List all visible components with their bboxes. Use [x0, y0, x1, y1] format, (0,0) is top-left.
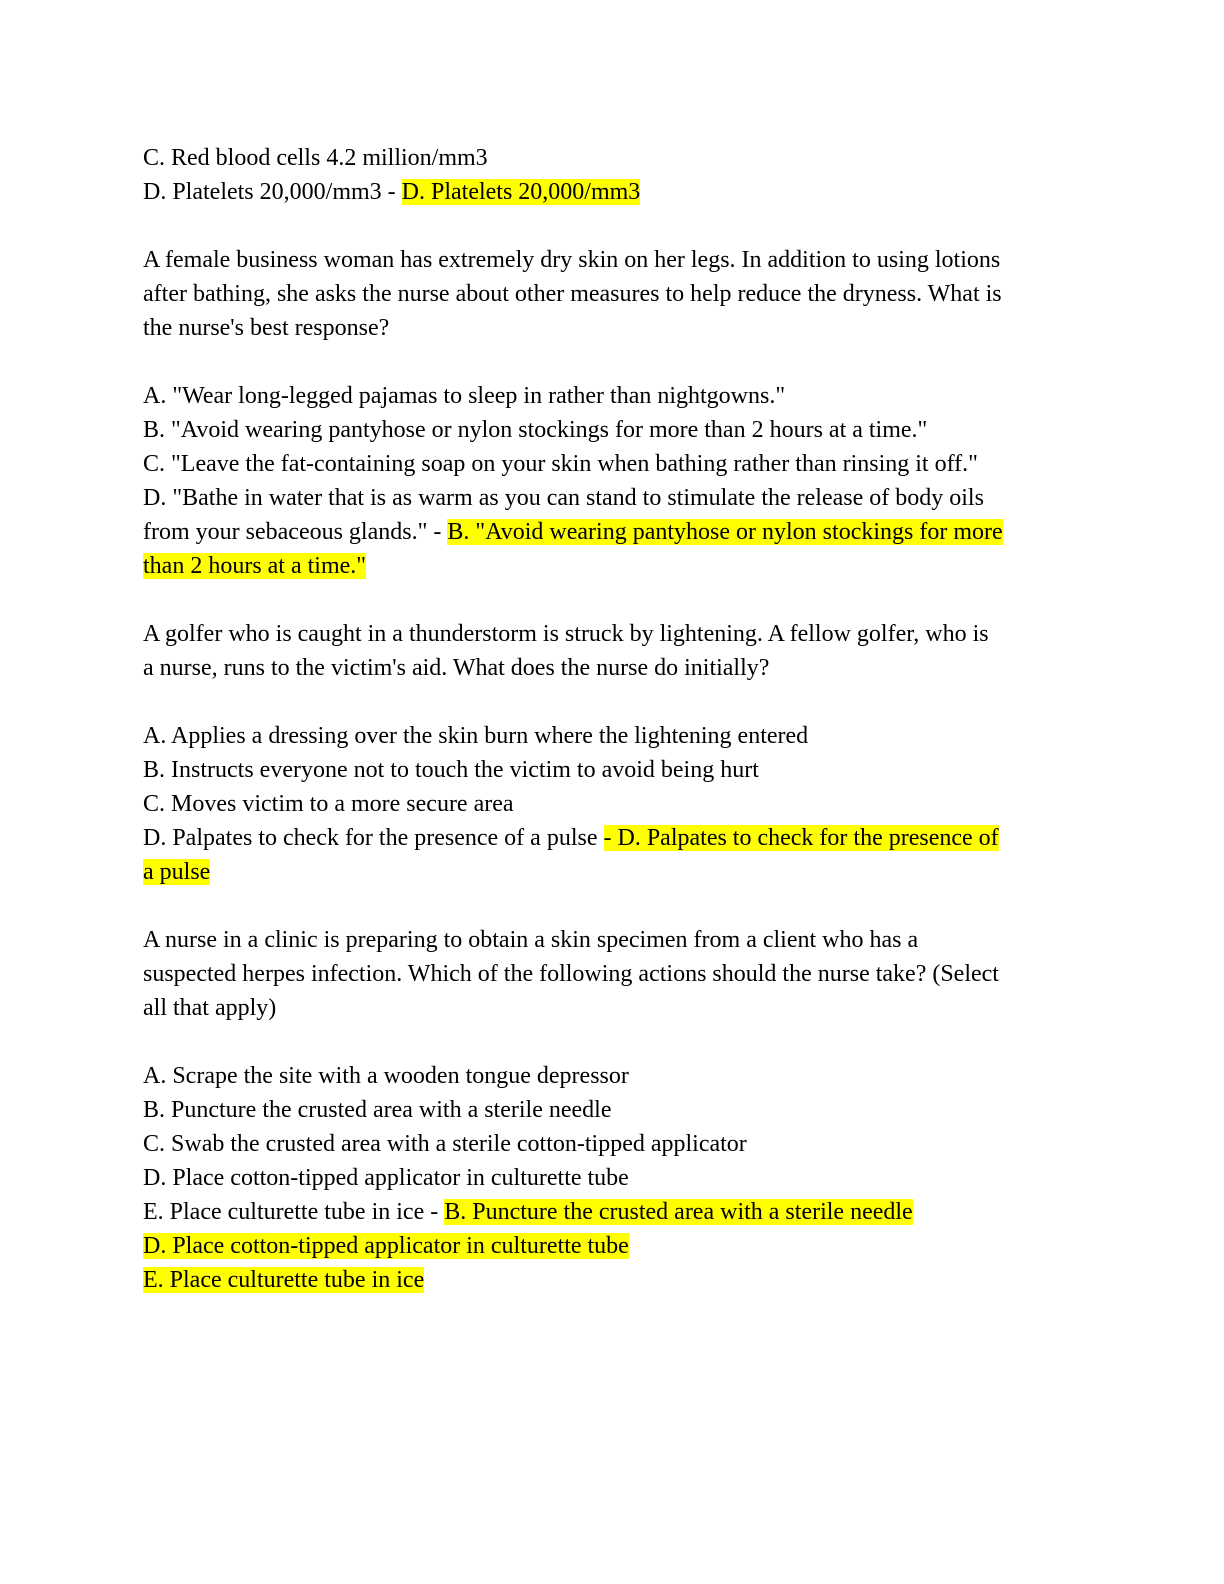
- highlighted-answer: a pulse: [143, 859, 211, 885]
- options-block-dry-skin: [143, 379, 1083, 583]
- document-page: [143, 141, 1083, 1331]
- highlighted-answer: D. Place cotton-tipped applicator in culturette tube: [143, 1233, 629, 1259]
- question-block-platelets: [143, 141, 1083, 209]
- option-line: B. Puncture the crusted area with a sterile needle: [143, 1097, 612, 1123]
- question-block-herpes: [143, 923, 1083, 1025]
- option-line: [143, 515, 1083, 549]
- option-line: C. Swab the crusted area with a sterile cotton-tipped applicator: [143, 1131, 747, 1157]
- answer-line: [143, 855, 1083, 889]
- question-block-golfer: [143, 617, 1083, 685]
- highlighted-answer: D. Platelets 20,000/mm3: [401, 179, 641, 205]
- highlighted-answer: than 2 hours at a time.": [143, 553, 367, 579]
- option-line: A. Scrape the site with a wooden tongue depressor: [143, 1063, 629, 1089]
- option-text: E. Place culturette tube in ice -: [143, 1199, 445, 1225]
- option-text: D. Palpates to check for the presence of a pulse: [143, 825, 604, 851]
- option-line: B. Instructs everyone not to touch the victim to avoid being hurt: [143, 757, 759, 783]
- options-block-golfer: [143, 719, 1083, 889]
- question-line: A female business woman has extremely dry skin on her legs. In addition to using lotions: [143, 247, 1001, 273]
- question-line: the nurse's best response?: [143, 315, 390, 341]
- option-line: [143, 821, 1083, 855]
- option-text: D. Platelets 20,000/mm3 -: [143, 179, 402, 205]
- option-text: from your sebaceous glands." -: [143, 519, 448, 545]
- answer-line: [143, 1263, 1083, 1297]
- options-block-herpes: [143, 1059, 1083, 1297]
- option-line: D. Place cotton-tipped applicator in culturette tube: [143, 1165, 629, 1191]
- question-line: A golfer who is caught in a thunderstorm is struck by lightening. A fellow golfer, who is: [143, 621, 989, 647]
- question-line: a nurse, runs to the victim's aid. What does the nurse do initially?: [143, 655, 770, 681]
- question-line: suspected herpes infection. Which of the following actions should the nurse take? (Select: [143, 961, 999, 987]
- option-line: D. "Bathe in water that is as warm as you can stand to stimulate the release of body oils: [143, 485, 984, 511]
- option-line: C. Red blood cells 4.2 million/mm3: [143, 145, 488, 171]
- highlighted-answer: - D. Palpates to check for the presence of: [603, 825, 999, 851]
- option-line: B. "Avoid wearing pantyhose or nylon stockings for more than 2 hours at a time.": [143, 417, 928, 443]
- highlighted-answer: B. "Avoid wearing pantyhose or nylon stockings for more: [447, 519, 1003, 545]
- question-line: after bathing, she asks the nurse about other measures to help reduce the dryness. What is: [143, 281, 1002, 307]
- option-line: C. Moves victim to a more secure area: [143, 791, 514, 817]
- option-line: [143, 175, 1083, 209]
- answer-line: [143, 549, 1083, 583]
- question-line: all that apply): [143, 995, 277, 1021]
- question-line: A nurse in a clinic is preparing to obtain a skin specimen from a client who has a: [143, 927, 919, 953]
- highlighted-answer: B. Puncture the crusted area with a sterile needle: [444, 1199, 913, 1225]
- option-line: A. Applies a dressing over the skin burn where the lightening entered: [143, 723, 809, 749]
- answer-line: [143, 1229, 1083, 1263]
- highlighted-answer: E. Place culturette tube in ice: [143, 1267, 425, 1293]
- question-block-dry-skin: [143, 243, 1083, 345]
- option-line: [143, 1195, 1083, 1229]
- option-line: A. "Wear long-legged pajamas to sleep in rather than nightgowns.": [143, 383, 786, 409]
- option-line: C. "Leave the fat-containing soap on your skin when bathing rather than rinsing it off.": [143, 451, 978, 477]
